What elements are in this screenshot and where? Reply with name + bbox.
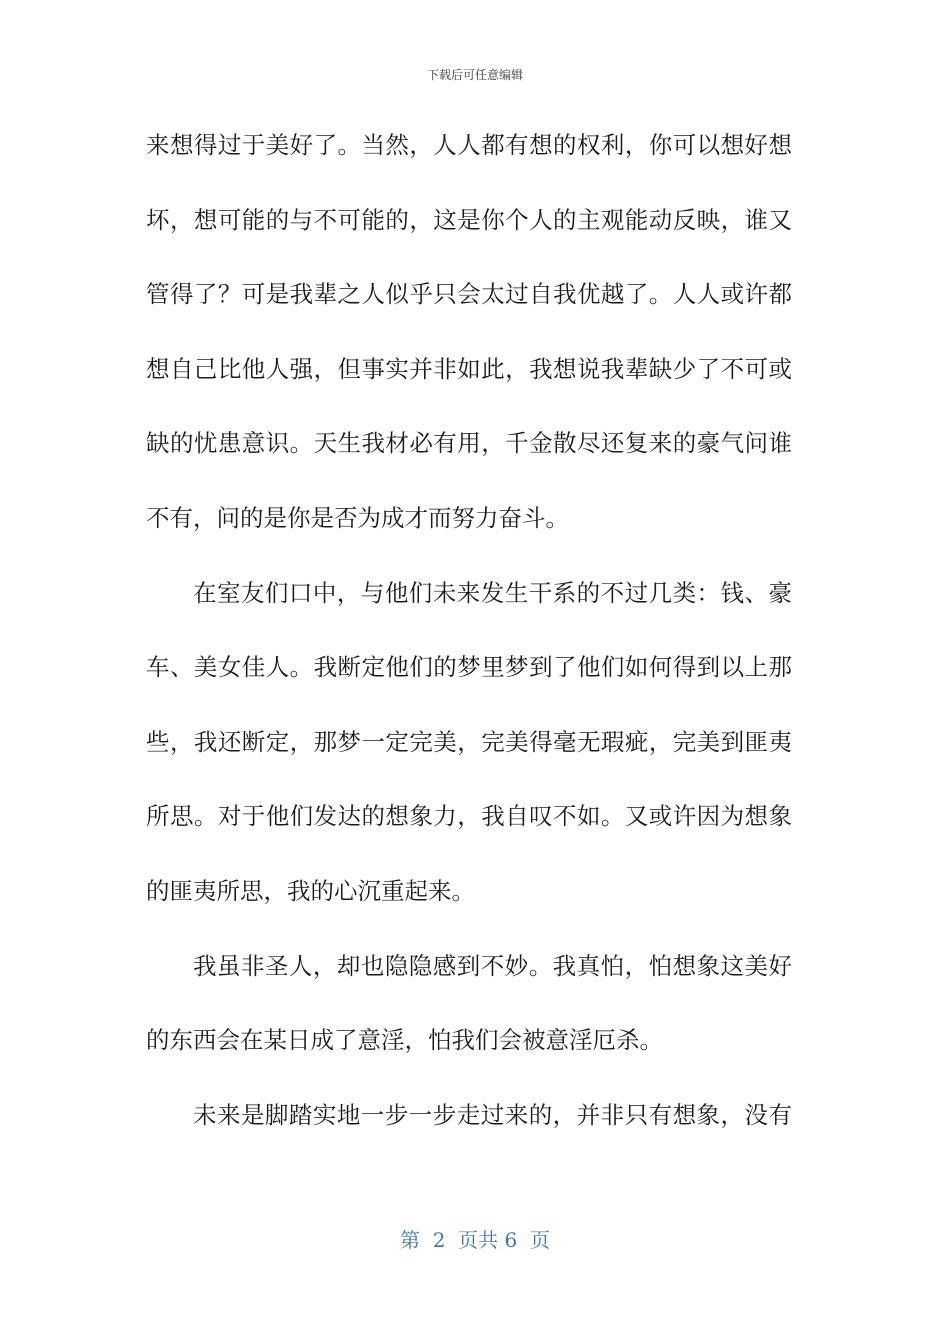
page-number-footer: 第 2 页共 6 页 bbox=[400, 1228, 550, 1252]
text-line-4: 想自己比他人强，但事实并非如此，我想说我辈缺少了不可或 bbox=[146, 354, 792, 383]
text-line-1: 来想得过于美好了。当然，人人都有想的权利，你可以想好想 bbox=[146, 131, 792, 159]
text-line-14: 未来是脚踏实地一步一步走过来的，并非只有想象，没有 bbox=[193, 1100, 792, 1129]
text-line-13: 的东西会在某日成了意淫，怕我们会被意淫厄杀。 bbox=[146, 1026, 663, 1055]
text-line-6: 不有，问的是你是否为成才而努力奋斗。 bbox=[146, 503, 569, 532]
text-line-11: 的匪夷所思，我的心沉重起来。 bbox=[146, 876, 475, 905]
text-line-12: 我虽非圣人，却也隐隐感到不妙。我真怕，怕想象这美好 bbox=[193, 951, 792, 980]
text-line-8: 车、美女佳人。我断定他们的梦里梦到了他们如何得到以上那 bbox=[146, 653, 792, 682]
text-line-7: 在室友们口中，与他们未来发生干系的不过几类：钱、豪 bbox=[193, 578, 792, 607]
text-line-9: 些，我还断定，那梦一定完美，完美得毫无瑕疵，完美到匪夷 bbox=[146, 727, 792, 756]
text-line-5: 缺的忧患意识。天生我材必有用，千金散尽还复来的豪气问谁 bbox=[146, 429, 792, 458]
page-header-note: 下载后可任意编辑 bbox=[426, 68, 523, 82]
text-line-10: 所思。对于他们发达的想象力，我自叹不如。又或许因为想象 bbox=[146, 802, 792, 831]
document-body bbox=[146, 121, 792, 1165]
text-line-2: 坏，想可能的与不可能的，这是你个人的主观能动反映，谁又 bbox=[146, 205, 792, 234]
text-line-3: 管得了？可是我辈之人似乎只会太过自我优越了。人人或许都 bbox=[146, 280, 792, 309]
